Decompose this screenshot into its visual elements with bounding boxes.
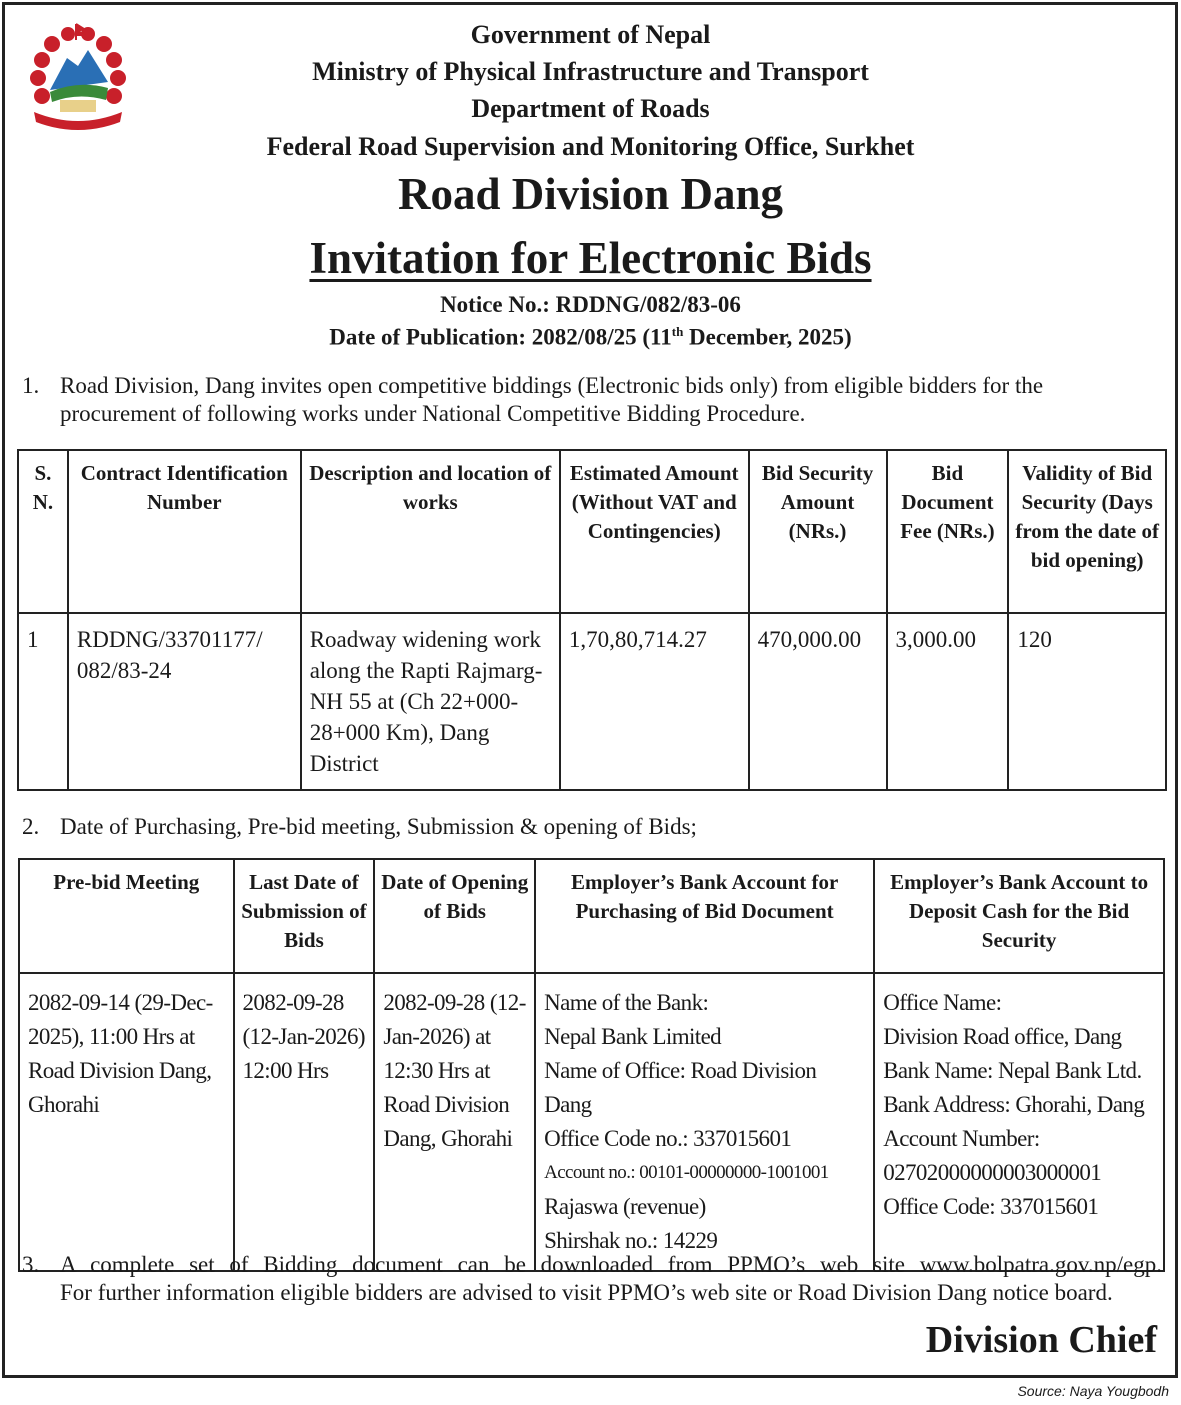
cell-validity: 120 xyxy=(1008,613,1166,790)
cell-prebid: 2082-09-14 (29-Dec-2025), 11:00 Hrs at Road Division Dang, Ghorahi xyxy=(19,973,234,1271)
bank-line: Division Road office, Dang xyxy=(883,1024,1122,1049)
bank-line: Office Code: 337015601 xyxy=(883,1194,1099,1219)
source-credit: Source: Naya Yougbodh xyxy=(1017,1383,1169,1399)
cell-submission: 2082-09-28 (12-Jan-2026) 12:00 Hrs xyxy=(234,973,375,1271)
col-validity: Validity of Bid Security (Days from the date of bid opening) xyxy=(1008,450,1166,613)
bank-line: Account no.: 00101-00000000-1001001 xyxy=(544,1162,829,1183)
cell-document-fee: 3,000.00 xyxy=(887,613,1009,790)
pub-date-sup: th xyxy=(671,324,684,339)
header-ministry: Ministry of Physical Infrastructure and Transport xyxy=(312,57,869,86)
dates-table xyxy=(18,858,1165,1272)
para-number: 3. xyxy=(22,1252,40,1277)
cell-sn: 1 xyxy=(18,613,68,790)
bank-line: Name of the Bank: xyxy=(544,990,709,1015)
bank-line: Rajaswa (revenue) xyxy=(544,1194,706,1219)
col-submission: Last Date of Submission of Bids xyxy=(234,859,375,973)
bank-line: Account Number: xyxy=(883,1126,1040,1151)
para-line: For further information eligible bidders are advised to visit PPMO’s web site or Road Division Dang notice board. xyxy=(60,1280,1113,1305)
col-purchase-account: Employer’s Bank Account for Purchasing of Bid Document xyxy=(535,859,874,973)
col-description: Description and location of works xyxy=(301,450,560,613)
pub-date-prefix: Date of Publication: 2082/08/25 (11 xyxy=(329,324,672,350)
bank-line: Bank Name: Nepal Bank Ltd. xyxy=(883,1058,1142,1083)
paragraph-3 xyxy=(22,1251,1162,1307)
paragraph-2 xyxy=(22,813,1162,841)
header-office: Federal Road Supervision and Monitoring Office, Surkhet xyxy=(266,132,915,161)
bank-line: Office Code no.: 337015601 xyxy=(544,1126,792,1151)
col-document-fee: Bid Document Fee (NRs.) xyxy=(887,450,1009,613)
bank-line: Office Name: xyxy=(883,990,1002,1015)
col-deposit-account: Employer’s Bank Account to Deposit Cash for the Bid Security xyxy=(874,859,1164,973)
table-row xyxy=(19,973,1164,1271)
signature: Division Chief xyxy=(925,1319,1157,1361)
cell-deposit-account xyxy=(874,973,1164,1271)
col-opening: Date of Opening of Bids xyxy=(374,859,535,973)
division-title: Road Division Dang xyxy=(397,169,784,219)
table-header-row xyxy=(18,450,1166,613)
bank-line: Name of Office: Road Division Dang xyxy=(544,1058,817,1117)
notice-title xyxy=(0,232,1181,284)
para-text: Date of Purchasing, Pre-bid meeting, Submission & opening of Bids; xyxy=(60,814,697,839)
cell-bid-security: 470,000.00 xyxy=(749,613,887,790)
cell-description: Roadway widening work along the Rapti Rajmarg-NH 55 at (Ch 22+000-28+000 Km), Dang District xyxy=(301,613,560,790)
header-department: Department of Roads xyxy=(471,94,710,123)
para-text: Road Division, Dang invites open competitive biddings (Electronic bids only) from eligible bidders for the procurement of following works under National Competitive Bidding Procedure. xyxy=(60,373,1044,426)
works-table xyxy=(17,449,1167,791)
paragraph-1 xyxy=(22,372,1162,428)
bank-line: 02702000000003000001 xyxy=(883,1160,1102,1185)
bank-line: Shirshak no.: 14229 xyxy=(544,1228,718,1253)
col-prebid: Pre-bid Meeting xyxy=(19,859,234,973)
para-number: 1. xyxy=(22,373,40,398)
col-estimated-amount: Estimated Amount (Without VAT and Contingencies) xyxy=(560,450,749,613)
notice-number: Notice No.: RDDNG/082/83-06 xyxy=(440,292,741,317)
publication-date xyxy=(0,324,1181,351)
pub-date-suffix: December, 2025) xyxy=(683,324,852,350)
cell-purchase-account xyxy=(535,973,874,1271)
bank-line: Nepal Bank Limited xyxy=(544,1024,722,1049)
col-contract-id: Contract Identification Number xyxy=(68,450,301,613)
table-row xyxy=(18,613,1166,790)
bank-line: Bank Address: Ghorahi, Dang xyxy=(883,1092,1145,1117)
col-bid-security: Bid Security Amount (NRs.) xyxy=(749,450,887,613)
para-line: A complete set of Bidding document can be downloaded from PPMO’s web site www.bolpatra.gov.np/egp. xyxy=(60,1252,1162,1277)
cell-estimated-amount: 1,70,80,714.27 xyxy=(560,613,749,790)
notice-title-text: Invitation for Electronic Bids xyxy=(309,233,872,283)
para-number: 2. xyxy=(22,814,40,839)
para-text xyxy=(60,1251,1162,1307)
col-sn: S. N. xyxy=(18,450,68,613)
header-government: Government of Nepal xyxy=(470,20,711,49)
cell-opening: 2082-09-28 (12-Jan-2026) at 12:30 Hrs at Road Division Dang, Ghorahi xyxy=(374,973,535,1271)
table-header-row xyxy=(19,859,1164,973)
cell-contract-id: RDDNG/33701177/ 082/83-24 xyxy=(68,613,301,790)
